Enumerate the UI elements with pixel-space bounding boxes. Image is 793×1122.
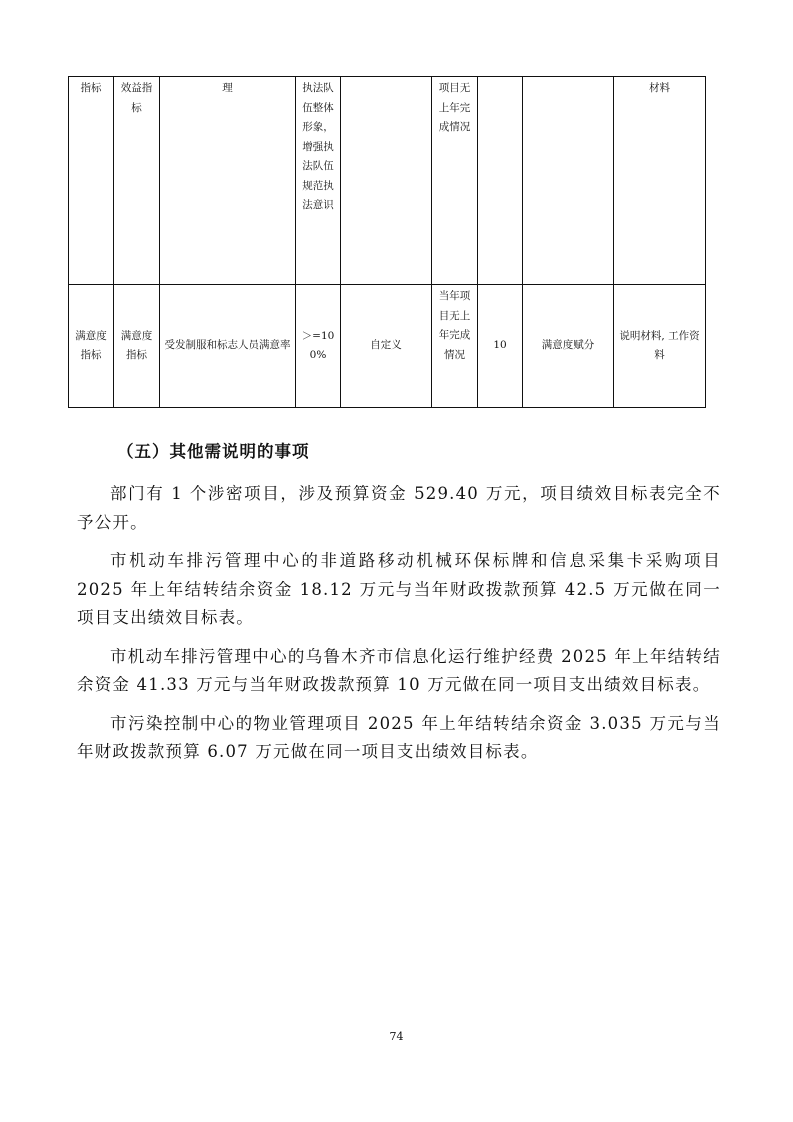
table-cell (478, 77, 523, 285)
paragraph: 市机动车排污管理中心的非道路移动机械环保标牌和信息采集卡采购项目 2025 年上年结转结余资金 18.12 万元与当年财政拨款预算 42.5 万元做在同一项目支出绩效目标表。 (77, 551, 721, 627)
performance-table (68, 76, 706, 408)
table-cell (523, 77, 614, 285)
table-cell: 效益指标 (114, 77, 160, 285)
page-number: 74 (389, 1030, 404, 1043)
paragraph: 市机动车排污管理中心的乌鲁木齐市信息化运行维护经费 2025 年上年结转结余资金 41.33 万元与当年财政拨款预算 10 万元做在同一项目支出绩效目标表。 (77, 646, 721, 694)
table-cell: 材料 (614, 77, 706, 285)
table-cell: 理 (160, 77, 296, 285)
table-row (69, 285, 706, 408)
table-cell: ＞=100% (296, 285, 341, 408)
table-cell: 当年项目无上年完成情况 (432, 285, 478, 408)
paragraph: 部门有 1 个涉密项目，涉及预算资金 529.40 万元，项目绩效目标表完全不予公开。 (77, 484, 721, 532)
table-cell: 10 (478, 285, 523, 408)
table-cell: 满意度赋分 (523, 285, 614, 408)
paragraph: 市污染控制中心的物业管理项目 2025 年上年结转结余资金 3.035 万元与当年财政拨款预算 6.07 万元做在同一项目支出绩效目标表。 (77, 713, 721, 761)
table-cell (341, 77, 432, 285)
table-cell: 执法队伍整体形象，增强执法队伍规范执法意识 (296, 77, 341, 285)
table-cell: 项目无上年完成情况 (432, 77, 478, 285)
table-cell: 指标 (69, 77, 114, 285)
table-cell: 满意度指标 (114, 285, 160, 408)
section-body (77, 480, 721, 777)
table-cell: 说明材料, 工作资料 (614, 285, 706, 408)
table-cell: 满意度指标 (69, 285, 114, 408)
table-cell: 受发制服和标志人员满意率 (160, 285, 296, 408)
section-heading: （五）其他需说明的事项 (117, 442, 310, 461)
table-row (69, 77, 706, 285)
table-cell: 自定义 (341, 285, 432, 408)
